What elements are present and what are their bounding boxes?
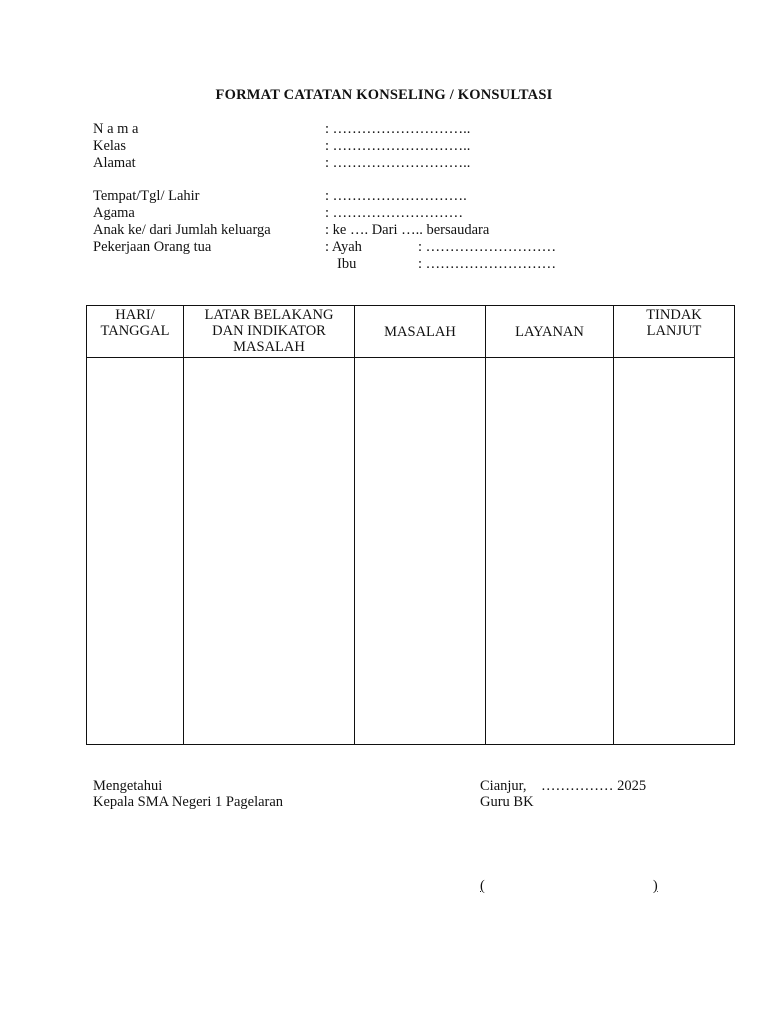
cell-tindak-lanjut[interactable] [614, 358, 735, 745]
header-tindak-line2: LANJUT [646, 323, 702, 339]
kelas-value: : ……………………….. [325, 138, 471, 154]
ttl-label: Tempat/Tgl/ Lahir [93, 188, 200, 204]
footer-mengetahui: Mengetahui [93, 778, 163, 794]
ttl-value: : ………………………. [325, 188, 467, 204]
header-latar-line2: DAN INDIKATOR [212, 323, 326, 339]
cell-layanan[interactable] [486, 358, 614, 745]
kelas-label: Kelas [93, 138, 127, 154]
nama-value: : ……………………….. [325, 121, 471, 137]
signature-line[interactable] [480, 878, 658, 895]
counseling-log-table [86, 305, 735, 745]
header-tindak-lanjut [614, 306, 735, 358]
cell-hari-tanggal[interactable] [87, 358, 184, 745]
agama-value: : ……………………… [325, 205, 464, 221]
header-layanan [486, 306, 614, 358]
header-latar-line3: MASALAH [233, 339, 305, 355]
alamat-value: : ……………………….. [325, 155, 471, 171]
ibu-label: Ibu [337, 256, 357, 272]
table-row [87, 358, 735, 745]
document-title: FORMAT CATATAN KONSELING / KONSULTASI [215, 87, 553, 103]
table-header-row [87, 306, 735, 358]
ibu-value: : ……………………… [418, 256, 557, 272]
ayah-label: : Ayah [325, 239, 362, 255]
agama-label: Agama [93, 205, 135, 221]
header-layanan-label: LAYANAN [515, 323, 584, 340]
header-latar-line1: LATAR BELAKANG [204, 307, 334, 323]
pekerjaan-label: Pekerjaan Orang tua [93, 239, 212, 255]
ayah-value: : ……………………… [418, 239, 557, 255]
footer-place-date: Cianjur, …………… 2025 [480, 778, 647, 794]
cell-latar-belakang[interactable] [184, 358, 355, 745]
signature-close-paren: ) [652, 878, 658, 894]
header-masalah-label: MASALAH [384, 323, 456, 340]
header-hari-line1: HARI/ [115, 307, 155, 323]
header-masalah [355, 306, 486, 358]
nama-label: N a m a [93, 121, 139, 137]
alamat-label: Alamat [93, 155, 136, 171]
footer-kepala-sekolah: Kepala SMA Negeri 1 Pagelaran [93, 794, 284, 810]
anak-label: Anak ke/ dari Jumlah keluarga [93, 222, 271, 238]
signature-open-paren: ( [480, 878, 485, 894]
anak-value: : ke …. Dari ….. bersaudara [325, 222, 490, 238]
header-tindak-line1: TINDAK [646, 307, 702, 323]
footer-guru-bk: Guru BK [480, 794, 534, 810]
cell-masalah[interactable] [355, 358, 486, 745]
header-hari-line2: TANGGAL [100, 323, 170, 339]
header-latar-belakang [184, 306, 355, 358]
header-hari-tanggal [87, 306, 184, 358]
